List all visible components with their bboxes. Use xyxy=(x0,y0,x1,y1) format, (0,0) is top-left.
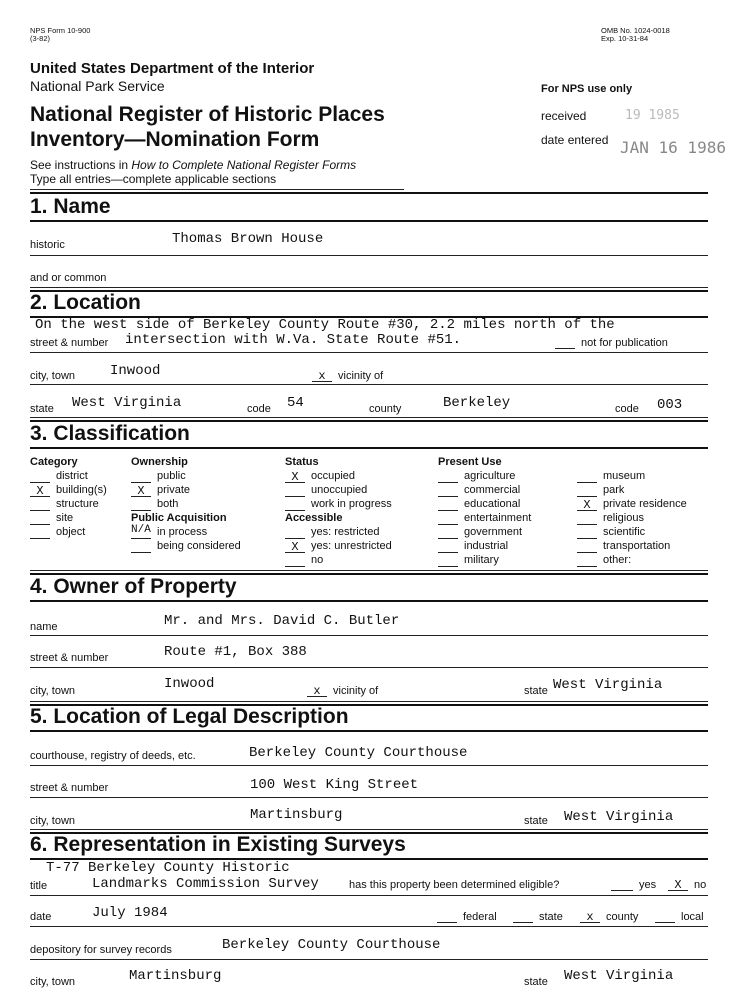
category-label: district xyxy=(56,470,88,482)
present-use-label: military xyxy=(464,554,499,566)
form-number: NPS Form 10-900 xyxy=(30,26,91,35)
county-label: county xyxy=(369,403,402,415)
survey-date-value: July 1984 xyxy=(92,905,168,921)
legal-state-label: state xyxy=(524,815,548,827)
present-use-column-1 xyxy=(438,455,531,567)
present-use-label: industrial xyxy=(464,540,509,552)
owner-vicinity-indicator: x vicinity of xyxy=(307,685,378,697)
ownership-title: Ownership xyxy=(131,456,188,468)
present-use-checkmark xyxy=(577,514,597,525)
received-stamp: 19 1985 xyxy=(625,108,680,123)
present-use-checkmark xyxy=(438,528,458,539)
county-value: Berkeley xyxy=(443,395,511,411)
present-use-label: scientific xyxy=(603,526,646,538)
category-option xyxy=(30,483,107,497)
category-checkmark xyxy=(30,528,50,539)
status-label: occupied xyxy=(311,470,356,482)
legal-street-label: street & number xyxy=(30,782,109,794)
status-option xyxy=(285,497,392,511)
department-name: United States Department of the Interior xyxy=(30,60,315,77)
eligibility-question: has this property been determined eligible? xyxy=(349,879,560,891)
legal-city-label: city, town xyxy=(30,815,76,827)
present-use-label: commercial xyxy=(464,484,521,496)
accessible-option xyxy=(285,525,392,539)
common-name-label: and or common xyxy=(30,272,107,284)
present-use-option xyxy=(577,539,687,553)
present-use-label: agriculture xyxy=(464,470,516,482)
service-name: National Park Service xyxy=(30,78,165,94)
category-option xyxy=(30,497,107,511)
acquisition-label: in process xyxy=(157,526,208,538)
present-use-label: government xyxy=(464,526,523,538)
local-option: local xyxy=(655,911,704,923)
present-use-checkmark xyxy=(577,556,597,567)
status-option xyxy=(285,469,392,483)
omb-number: OMB No. 1024-0018 xyxy=(601,26,670,35)
present-use-option xyxy=(438,497,531,511)
category-option xyxy=(30,469,107,483)
owner-city-value: Inwood xyxy=(164,676,215,692)
street-address-line2: intersection with W.Va. State Route #51. xyxy=(125,332,462,348)
present-use-option xyxy=(577,469,687,483)
owner-street-label: street & number xyxy=(30,652,109,664)
category-label: structure xyxy=(56,498,99,510)
not-for-publication: not for publication xyxy=(555,337,668,349)
legal-street-value: 100 West King Street xyxy=(250,777,419,793)
section-3-heading: 3. Classification xyxy=(30,422,190,445)
section-5-heading: 5. Location of Legal Description xyxy=(30,705,349,728)
present-use-checkmark xyxy=(438,500,458,511)
acquisition-label: being considered xyxy=(157,540,241,552)
present-use-label: entertainment xyxy=(464,512,532,524)
historic-name-value: Thomas Brown House xyxy=(172,231,324,247)
category-checkmark xyxy=(30,514,50,525)
category-checkmark xyxy=(30,500,50,511)
survey-title-line2: Landmarks Commission Survey xyxy=(92,876,319,892)
form-title-line1: National Register of Historic Places xyxy=(30,103,385,126)
present-use-option xyxy=(438,553,531,567)
survey-title-label: title xyxy=(30,880,48,892)
instructions: See instructions in How to Complete National Register Forms xyxy=(30,158,357,172)
courthouse-value: Berkeley County Courthouse xyxy=(249,745,468,761)
city-value: Inwood xyxy=(110,363,161,379)
ownership-column xyxy=(131,455,241,553)
owner-street-value: Route #1, Box 388 xyxy=(164,644,307,660)
federal-option: federal xyxy=(437,911,497,923)
present-use-label: museum xyxy=(603,470,646,482)
ownership-option xyxy=(131,469,241,483)
received-label: received xyxy=(541,109,587,123)
ownership-label: both xyxy=(157,498,179,510)
present-use-title: Present Use xyxy=(438,456,502,468)
state-option: state xyxy=(513,911,563,923)
depository-label: depository for survey records xyxy=(30,944,172,956)
ownership-option xyxy=(131,483,241,497)
street-address-line1: On the west side of Berkeley County Route #30, 2.2 miles north of the xyxy=(35,317,615,333)
accessible-option xyxy=(285,539,392,553)
present-use-label: educational xyxy=(464,498,521,510)
status-label: work in progress xyxy=(311,498,392,510)
present-use-option xyxy=(438,469,531,483)
date-entered-label: date entered xyxy=(541,133,609,147)
accessible-label: yes: restricted xyxy=(311,526,380,538)
county-option: x county xyxy=(580,911,638,923)
present-use-checkmark xyxy=(577,486,597,497)
state-value: West Virginia xyxy=(72,395,182,411)
ownership-checkmark xyxy=(131,500,151,511)
acquisition-option xyxy=(131,539,241,553)
owner-name-value: Mr. and Mrs. David C. Butler xyxy=(164,613,400,629)
owner-state-value: West Virginia xyxy=(553,677,663,693)
ownership-label: public xyxy=(157,470,186,482)
expiration-date: Exp. 10-31-84 xyxy=(601,34,649,43)
ownership-option xyxy=(131,497,241,511)
present-use-checkmark xyxy=(438,472,458,483)
courthouse-label: courthouse, registry of deeds, etc. xyxy=(30,750,196,762)
ownership-label: private xyxy=(157,484,191,496)
depository-value: Berkeley County Courthouse xyxy=(222,937,441,953)
city-town-label: city, town xyxy=(30,370,76,382)
section-1-heading: 1. Name xyxy=(30,195,111,218)
status-title: Status xyxy=(285,456,319,468)
present-use-option xyxy=(438,525,531,539)
category-column xyxy=(30,455,107,539)
present-use-option xyxy=(577,497,687,511)
county-code-value: 003 xyxy=(657,397,683,413)
present-use-option xyxy=(577,511,687,525)
accessible-title: Accessible xyxy=(285,512,343,524)
present-use-option xyxy=(438,539,531,553)
public-acquisition-na: N/A xyxy=(131,524,151,536)
legal-state-value: West Virginia xyxy=(564,809,674,825)
survey-state-label: state xyxy=(524,976,548,988)
accessible-checkmark xyxy=(285,556,305,567)
present-use-checkmark xyxy=(438,486,458,497)
form-title-line2: Inventory—Nomination Form xyxy=(30,128,320,151)
accessible-checkmark xyxy=(285,528,305,539)
category-label: object xyxy=(56,526,86,538)
street-number-label: street & number xyxy=(30,337,109,349)
category-label: site xyxy=(56,512,74,524)
present-use-option xyxy=(577,525,687,539)
eligible-yes: yes xyxy=(611,879,656,891)
present-use-checkmark xyxy=(577,542,597,553)
present-use-column-2 xyxy=(577,469,687,567)
state-code-value: 54 xyxy=(287,395,304,411)
ownership-checkmark xyxy=(131,472,151,483)
category-option xyxy=(30,525,107,539)
instructions-line2: Type all entries—complete applicable sections xyxy=(30,172,277,186)
present-use-checkmark xyxy=(577,472,597,483)
county-code-label: code xyxy=(615,403,639,415)
date-entered-stamp: JAN 16 1986 xyxy=(620,138,726,157)
survey-state-value: West Virginia xyxy=(564,968,674,984)
section-4-heading: 4. Owner of Property xyxy=(30,575,237,598)
present-use-checkmark xyxy=(577,528,597,539)
survey-city-label: city, town xyxy=(30,976,76,988)
status-checkmark xyxy=(285,500,305,511)
code-label: code xyxy=(247,403,271,415)
category-checkmark: X xyxy=(30,486,50,497)
present-use-option xyxy=(577,553,687,567)
section-2-heading: 2. Location xyxy=(30,291,141,314)
accessible-option xyxy=(285,553,392,567)
present-use-checkmark xyxy=(438,542,458,553)
accessible-label: yes: unrestricted xyxy=(311,540,392,552)
present-use-label: religious xyxy=(603,512,644,524)
category-checkmark xyxy=(30,472,50,483)
category-option xyxy=(30,511,107,525)
present-use-option xyxy=(438,483,531,497)
form-date: (3-82) xyxy=(30,34,51,43)
status-label: unoccupied xyxy=(311,484,368,496)
accessible-checkmark: X xyxy=(285,542,305,553)
accessible-label: no xyxy=(311,554,324,566)
present-use-checkmark: X xyxy=(577,500,597,511)
category-label: building(s) xyxy=(56,484,107,496)
present-use-label: other: xyxy=(603,554,632,566)
owner-name-label: name xyxy=(30,621,58,633)
state-label: state xyxy=(30,403,54,415)
acquisition-checkmark xyxy=(131,542,151,553)
eligible-no: X no xyxy=(668,879,706,891)
present-use-label: transportation xyxy=(603,540,671,552)
present-use-label: park xyxy=(603,484,625,496)
owner-city-label: city, town xyxy=(30,685,76,697)
status-checkmark xyxy=(285,486,305,497)
vicinity-indicator: x vicinity of xyxy=(312,370,383,382)
present-use-option xyxy=(577,483,687,497)
survey-date-label: date xyxy=(30,911,52,923)
section-6-heading: 6. Representation in Existing Surveys xyxy=(30,833,406,856)
survey-city-value: Martinsburg xyxy=(129,968,222,984)
survey-title-line1: T-77 Berkeley County Historic xyxy=(46,860,290,876)
present-use-option xyxy=(438,511,531,525)
public-acquisition-title: Public Acquisition xyxy=(131,512,227,524)
status-column xyxy=(285,455,392,567)
legal-city-value: Martinsburg xyxy=(250,807,343,823)
present-use-checkmark xyxy=(438,514,458,525)
ownership-checkmark: X xyxy=(131,486,151,497)
category-title: Category xyxy=(30,456,78,468)
present-use-label: private residence xyxy=(603,498,687,510)
nps-use-label: For NPS use only xyxy=(541,83,633,95)
historic-label: historic xyxy=(30,239,65,251)
present-use-checkmark xyxy=(438,556,458,567)
status-checkmark: X xyxy=(285,472,305,483)
owner-state-label: state xyxy=(524,685,548,697)
status-option xyxy=(285,483,392,497)
